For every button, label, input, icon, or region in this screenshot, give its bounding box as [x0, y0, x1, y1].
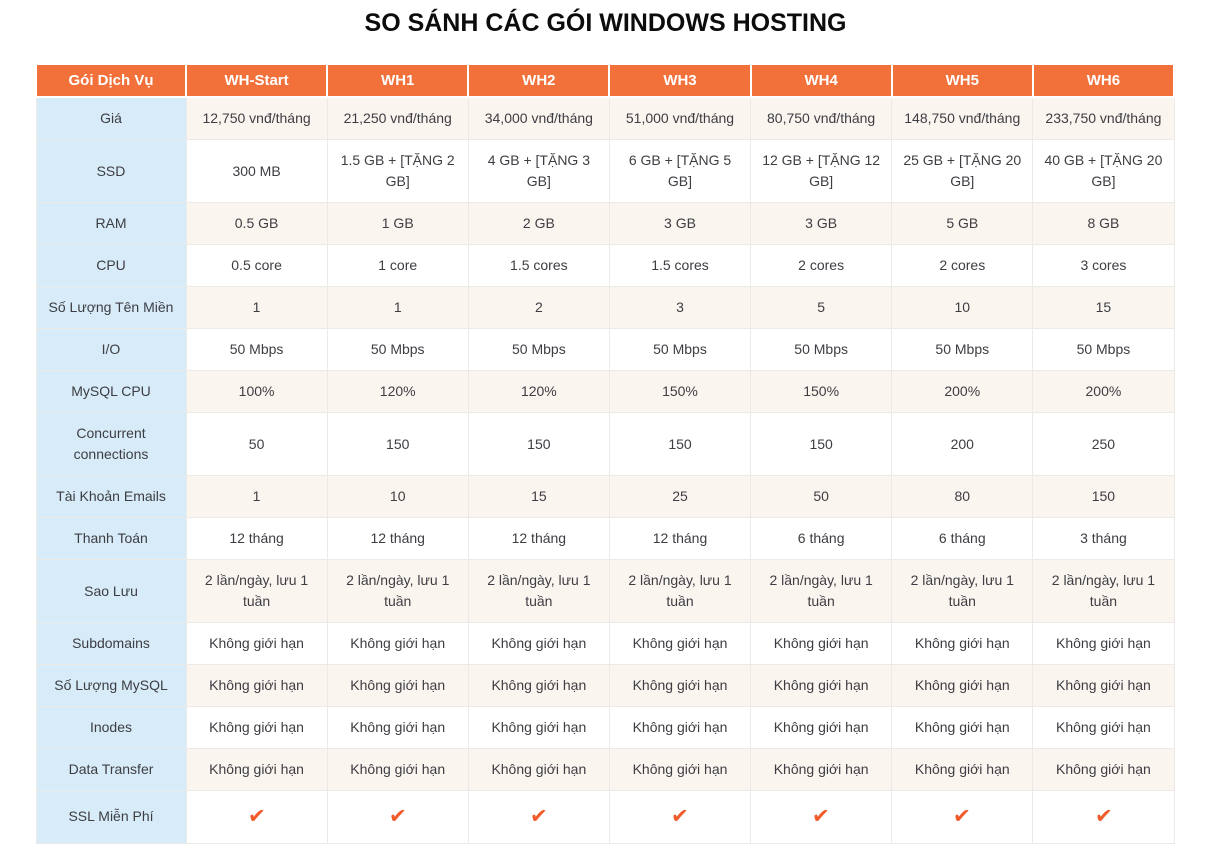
table-cell: 25 GB + [TẶNG 20 GB] [892, 140, 1033, 203]
table-cell: 3 cores [1033, 245, 1174, 287]
page-title: SO SÁNH CÁC GÓI WINDOWS HOSTING [364, 9, 847, 37]
table-cell: 3 GB [609, 203, 750, 245]
table-cell: 15 [468, 476, 609, 518]
table-row [36, 413, 1174, 476]
table-cell: 3 GB [751, 203, 892, 245]
row-label: MySQL CPU [36, 371, 186, 413]
table-cell: Không giới hạn [186, 749, 327, 791]
column-header-wh4: WH4 [751, 64, 892, 97]
column-header-wh6: WH6 [1033, 64, 1174, 97]
table-cell: 21,250 vnđ/tháng [327, 97, 468, 140]
table-cell: 2 GB [468, 203, 609, 245]
ssl-check-cell [186, 791, 327, 844]
table-cell: 50 [751, 476, 892, 518]
table-cell: Không giới hạn [327, 623, 468, 665]
row-label: Thanh Toán [36, 518, 186, 560]
table-cell: 2 lần/ngày, lưu 1 tuần [751, 560, 892, 623]
table-cell: Không giới hạn [186, 623, 327, 665]
table-cell: 12 tháng [609, 518, 750, 560]
table-cell: 4 GB + [TẶNG 3 GB] [468, 140, 609, 203]
table-cell: 80,750 vnđ/tháng [751, 97, 892, 140]
table-cell: 50 Mbps [609, 329, 750, 371]
table-cell: 2 lần/ngày, lưu 1 tuần [609, 560, 750, 623]
table-row [36, 97, 1174, 140]
table-cell: 5 GB [892, 203, 1033, 245]
table-cell: Không giới hạn [186, 665, 327, 707]
table-header [36, 64, 1174, 97]
table-row [36, 791, 1174, 844]
column-header-wh-start: WH-Start [186, 64, 327, 97]
table-cell: 250 [1033, 413, 1174, 476]
table-cell: Không giới hạn [1033, 749, 1174, 791]
table-cell: 12 GB + [TẶNG 12 GB] [751, 140, 892, 203]
table-cell: 34,000 vnđ/tháng [468, 97, 609, 140]
row-label: Concurrent connections [36, 413, 186, 476]
table-cell: 2 [468, 287, 609, 329]
table-cell: 150 [468, 413, 609, 476]
corner-header: Gói Dịch Vụ [36, 64, 186, 97]
table-cell: 200 [892, 413, 1033, 476]
table-cell: 6 tháng [892, 518, 1033, 560]
table-cell: 6 tháng [751, 518, 892, 560]
table-cell: 0.5 GB [186, 203, 327, 245]
table-cell: 1 GB [327, 203, 468, 245]
ssl-check-cell [609, 791, 750, 844]
table-cell: Không giới hạn [327, 665, 468, 707]
table-row [36, 560, 1174, 623]
table-cell: Không giới hạn [1033, 623, 1174, 665]
row-label: SSL Miễn Phí [36, 791, 186, 844]
table-cell: 1 core [327, 245, 468, 287]
table-cell: 50 Mbps [186, 329, 327, 371]
table-cell: 51,000 vnđ/tháng [609, 97, 750, 140]
table-cell: 12,750 vnđ/tháng [186, 97, 327, 140]
table-cell: 1.5 GB + [TẶNG 2 GB] [327, 140, 468, 203]
table-cell: 10 [327, 476, 468, 518]
table-cell: 50 Mbps [468, 329, 609, 371]
table-cell: 150% [751, 371, 892, 413]
table-cell: 10 [892, 287, 1033, 329]
table-cell: 12 tháng [186, 518, 327, 560]
table-cell: 120% [468, 371, 609, 413]
check-icon: ✔ [529, 804, 549, 829]
table-cell: Không giới hạn [609, 623, 750, 665]
table-row [36, 476, 1174, 518]
table-cell: Không giới hạn [327, 707, 468, 749]
check-icon: ✔ [670, 804, 690, 829]
table-cell: 233,750 vnđ/tháng [1033, 97, 1174, 140]
row-label: Inodes [36, 707, 186, 749]
table-cell: 150 [327, 413, 468, 476]
table-cell: Không giới hạn [468, 665, 609, 707]
table-row [36, 329, 1174, 371]
table-cell: 80 [892, 476, 1033, 518]
row-label: CPU [36, 245, 186, 287]
table-cell: 8 GB [1033, 203, 1174, 245]
row-label: Sao Lưu [36, 560, 186, 623]
table-cell: Không giới hạn [468, 749, 609, 791]
table-cell: 100% [186, 371, 327, 413]
table-row [36, 665, 1174, 707]
table-cell: Không giới hạn [892, 665, 1033, 707]
table-row [36, 287, 1174, 329]
row-label: Data Transfer [36, 749, 186, 791]
table-cell: Không giới hạn [186, 707, 327, 749]
check-icon: ✔ [247, 804, 266, 829]
table-cell: Không giới hạn [327, 749, 468, 791]
table-row [36, 623, 1174, 665]
table-row [36, 518, 1174, 560]
table-cell: 150 [751, 413, 892, 476]
table-cell: 50 Mbps [327, 329, 468, 371]
table-cell: 25 [609, 476, 750, 518]
ssl-check-cell [327, 791, 468, 844]
table-cell: 6 GB + [TẶNG 5 GB] [609, 140, 750, 203]
table-row [36, 371, 1174, 413]
table-cell: Không giới hạn [609, 749, 750, 791]
column-header-wh3: WH3 [609, 64, 750, 97]
table-cell: 50 Mbps [1033, 329, 1174, 371]
table-cell: 1 [186, 476, 327, 518]
table-cell: 2 cores [751, 245, 892, 287]
table-cell: 50 Mbps [751, 329, 892, 371]
row-label: SSD [36, 140, 186, 203]
table-cell: 0.5 core [186, 245, 327, 287]
table-cell: 2 lần/ngày, lưu 1 tuần [468, 560, 609, 623]
table-cell: 1 [186, 287, 327, 329]
table-cell: 2 lần/ngày, lưu 1 tuần [1033, 560, 1174, 623]
table-cell: Không giới hạn [751, 665, 892, 707]
table-row [36, 140, 1174, 203]
table-cell: 2 lần/ngày, lưu 1 tuần [892, 560, 1033, 623]
table-cell: 12 tháng [468, 518, 609, 560]
table-cell: 1.5 cores [468, 245, 609, 287]
table-cell: 15 [1033, 287, 1174, 329]
ssl-check-cell [1033, 791, 1174, 844]
table-cell: 1.5 cores [609, 245, 750, 287]
ssl-check-cell [751, 791, 892, 844]
table-cell: Không giới hạn [892, 707, 1033, 749]
table-row [36, 707, 1174, 749]
column-header-wh5: WH5 [892, 64, 1033, 97]
row-label: Tài Khoản Emails [36, 476, 186, 518]
table-cell: Không giới hạn [892, 749, 1033, 791]
table-cell: Không giới hạn [468, 623, 609, 665]
table-cell: 150% [609, 371, 750, 413]
table-cell: Không giới hạn [609, 665, 750, 707]
ssl-check-cell [892, 791, 1033, 844]
row-label: Số Lượng MySQL [36, 665, 186, 707]
table-cell: 50 [186, 413, 327, 476]
row-label: RAM [36, 203, 186, 245]
column-header-wh2: WH2 [468, 64, 609, 97]
check-icon: ✔ [952, 804, 972, 829]
table-cell: 150 [1033, 476, 1174, 518]
hosting-comparison-table [35, 63, 1175, 844]
table-cell: Không giới hạn [751, 749, 892, 791]
table-cell: Không giới hạn [751, 623, 892, 665]
table-cell: 3 [609, 287, 750, 329]
row-label: Số Lượng Tên Miền [36, 287, 186, 329]
table-cell: 200% [892, 371, 1033, 413]
table-cell: Không giới hạn [609, 707, 750, 749]
header-row [36, 64, 1174, 97]
table-cell: 50 Mbps [892, 329, 1033, 371]
table-cell: Không giới hạn [892, 623, 1033, 665]
row-label: I/O [36, 329, 186, 371]
table-cell: Không giới hạn [468, 707, 609, 749]
row-label: Giá [36, 97, 186, 140]
check-icon: ✔ [388, 804, 408, 829]
check-icon: ✔ [811, 804, 831, 829]
table-row [36, 203, 1174, 245]
table-cell: Không giới hạn [1033, 665, 1174, 707]
ssl-check-cell [468, 791, 609, 844]
table-cell: 300 MB [186, 140, 327, 203]
table-cell: 1 [327, 287, 468, 329]
table-cell: 5 [751, 287, 892, 329]
table-cell: 3 tháng [1033, 518, 1174, 560]
table-cell: 12 tháng [327, 518, 468, 560]
table-cell: 2 lần/ngày, lưu 1 tuần [186, 560, 327, 623]
table-cell: 2 cores [892, 245, 1033, 287]
row-label: Subdomains [36, 623, 186, 665]
table-cell: 120% [327, 371, 468, 413]
table-body [36, 97, 1174, 843]
table-cell: 200% [1033, 371, 1174, 413]
table-row [36, 749, 1174, 791]
table-cell: Không giới hạn [751, 707, 892, 749]
table-row [36, 245, 1174, 287]
table-cell: 40 GB + [TẶNG 20 GB] [1033, 140, 1174, 203]
table-cell: 2 lần/ngày, lưu 1 tuần [327, 560, 468, 623]
column-header-wh1: WH1 [327, 64, 468, 97]
table-cell: Không giới hạn [1033, 707, 1174, 749]
table-cell: 148,750 vnđ/tháng [892, 97, 1033, 140]
check-icon: ✔ [1094, 804, 1113, 829]
table-cell: 150 [609, 413, 750, 476]
